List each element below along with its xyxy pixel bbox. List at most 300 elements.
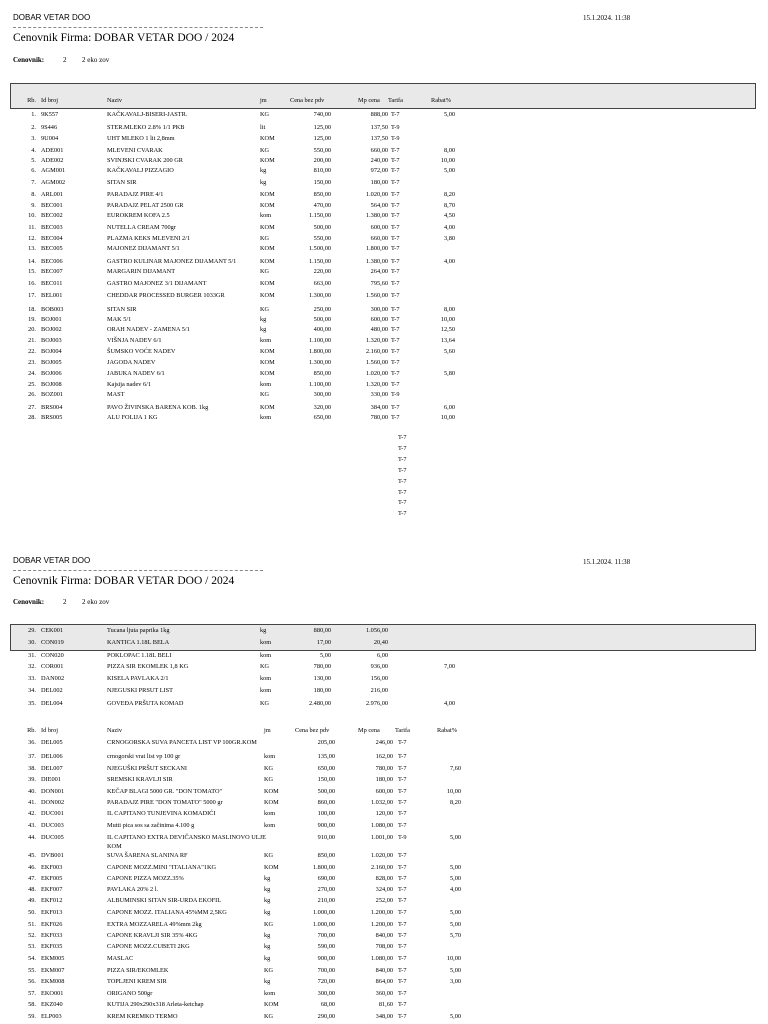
cell-id: BOJ008 bbox=[41, 381, 62, 388]
cell-rabat: 10,00 bbox=[446, 955, 461, 962]
cell-rb: 59. bbox=[28, 1013, 36, 1020]
cell-jm: kom bbox=[264, 810, 276, 817]
cell-tarifa: T-7 bbox=[398, 799, 407, 806]
cell-rabat: 7,60 bbox=[449, 765, 461, 772]
cell-cena: 700,00 bbox=[317, 967, 335, 974]
cell-id: AGM001 bbox=[41, 167, 66, 174]
cell-id: BEC002 bbox=[41, 212, 63, 219]
cell-naziv: PARADAJZ PELAT 2500 GR bbox=[107, 202, 184, 209]
cell-mp-cena: 1.560,00 bbox=[365, 292, 388, 299]
cell-id: BEC003 bbox=[41, 224, 63, 231]
cell-rb: 14. bbox=[28, 258, 36, 265]
company-name: DOBAR VETAR DOO bbox=[13, 556, 91, 565]
cell-naziv: KAČKAVALJ PIZZAGIO bbox=[107, 167, 174, 174]
header-naziv: Naziv bbox=[107, 97, 123, 104]
cell-naziv: NJEGUSKI PRSUT LIST bbox=[107, 687, 174, 694]
cell-tarifa: T-7 bbox=[391, 306, 400, 313]
cell-rabat: 4,00 bbox=[443, 224, 455, 231]
cell-naziv: EUROKREM KOFA 2.5 bbox=[107, 212, 170, 219]
cell-mp-cena: 1.200,00 bbox=[370, 921, 393, 928]
cell-tarifa: T-7 bbox=[391, 316, 400, 323]
cell-rb: 56. bbox=[28, 978, 36, 985]
cell-rabat: 13,64 bbox=[440, 337, 455, 344]
cell-rb: 24. bbox=[28, 370, 36, 377]
header-mp: Mp cena bbox=[358, 727, 380, 734]
cell-rb: 12. bbox=[28, 235, 36, 242]
cell-mp-cena: 330,00 bbox=[370, 391, 388, 398]
cell-id: EKF013 bbox=[41, 909, 63, 916]
header-jm: jm bbox=[260, 97, 267, 104]
cell-naziv: POKLOPAC 1.18L BELI bbox=[107, 652, 172, 659]
cell-tarifa: T-7 bbox=[398, 897, 407, 904]
cell-rb: 42. bbox=[28, 810, 36, 817]
cell-mp-cena: 600,00 bbox=[370, 316, 388, 323]
cenovnik-name: 2 eko zov bbox=[82, 56, 110, 64]
table-row bbox=[0, 978, 768, 986]
cell-cena: 1.100,00 bbox=[308, 381, 331, 388]
cell-mp-cena: 1.800,00 bbox=[365, 245, 388, 252]
cell-id: BOJ002 bbox=[41, 326, 62, 333]
cell-id: DEL002 bbox=[41, 687, 63, 694]
table-row bbox=[0, 788, 768, 796]
cell-id: BEC011 bbox=[41, 280, 63, 287]
cell-mp-cena: 348,00 bbox=[375, 1013, 393, 1020]
cell-rabat: 5,00 bbox=[449, 967, 461, 974]
cell-jm: kom bbox=[260, 381, 272, 388]
cell-cena: 780,00 bbox=[313, 663, 331, 670]
cell-naziv: TOPLJENI KREM SIR bbox=[107, 978, 167, 985]
cell-cena: 2.480,00 bbox=[308, 700, 331, 707]
cell-rb: 50. bbox=[28, 909, 36, 916]
cell-mp-cena: 384,00 bbox=[370, 404, 388, 411]
tarifa-cell: T-7 bbox=[398, 466, 407, 474]
cell-tarifa: T-7 bbox=[391, 359, 400, 366]
cell-naziv: GASTRO MAJONEZ 3/1 DIJAMANT bbox=[107, 280, 207, 287]
cell-naziv: GOVEĐA PRŠUTA KOMAD bbox=[107, 700, 184, 707]
cell-mp-cena: 1.320,00 bbox=[365, 337, 388, 344]
cell-tarifa: T-9 bbox=[398, 834, 407, 841]
cell-id: BOJ003 bbox=[41, 337, 62, 344]
cell-rabat: 5,00 bbox=[449, 864, 461, 871]
cell-id: BOB003 bbox=[41, 306, 64, 313]
cell-rb: 3. bbox=[31, 135, 36, 142]
cell-naziv: CAPONE MOZZ.MINI "ITALIANA"1KG bbox=[107, 864, 217, 871]
cell-id: BOJ004 bbox=[41, 348, 62, 355]
cell-jm: KOM bbox=[260, 370, 275, 377]
table-row bbox=[0, 381, 768, 389]
cell-rabat: 5,70 bbox=[449, 932, 461, 939]
cell-naziv: SREMSKI KRAVLJI SIR bbox=[107, 776, 173, 783]
cell-naziv: MASLAC bbox=[107, 955, 134, 962]
cell-jm: KOM bbox=[260, 292, 275, 299]
cell-cena: 900,00 bbox=[317, 955, 335, 962]
cell-cena: 880,00 bbox=[313, 627, 331, 634]
cell-jm: KOM bbox=[260, 135, 275, 142]
cell-id: DUC001 bbox=[41, 810, 64, 817]
table-row bbox=[0, 1013, 768, 1021]
header-id: Id broj bbox=[41, 97, 58, 104]
cell-jm: KG bbox=[260, 306, 270, 313]
cell-id: DUC005 bbox=[41, 834, 64, 841]
cell-rb: 57. bbox=[28, 990, 36, 997]
cell-jm: kom bbox=[264, 753, 276, 760]
table-row bbox=[0, 391, 768, 399]
cell-id: EKZ040 bbox=[41, 1001, 63, 1008]
cell-cena: 125,00 bbox=[313, 124, 331, 131]
cell-cena: 125,00 bbox=[313, 135, 331, 142]
cell-cena: 130,00 bbox=[313, 675, 331, 682]
cell-mp-cena: 180,00 bbox=[375, 776, 393, 783]
cell-naziv: KUTIJA 290x290x318 Arleta-ketchap bbox=[107, 1001, 204, 1008]
cell-id: EKF026 bbox=[41, 921, 63, 928]
cell-cena: 1.100,00 bbox=[308, 337, 331, 344]
cell-rb: 51. bbox=[28, 921, 36, 928]
cell-tarifa: T-7 bbox=[398, 739, 407, 746]
cell-tarifa: T-7 bbox=[391, 202, 400, 209]
cell-naziv-continuation: KOM bbox=[107, 843, 122, 850]
table-row bbox=[0, 147, 768, 155]
cell-jm: kg bbox=[260, 167, 267, 174]
table-row bbox=[0, 359, 768, 367]
table-row bbox=[0, 235, 768, 243]
cell-jm: kg bbox=[264, 955, 271, 962]
cell-tarifa: T-7 bbox=[391, 381, 400, 388]
header-rb: Rb. bbox=[27, 97, 36, 104]
header-id: Id broj bbox=[41, 727, 58, 734]
cell-rb: 35. bbox=[28, 700, 36, 707]
cell-rb: 13. bbox=[28, 245, 36, 252]
cell-cena: 500,00 bbox=[313, 224, 331, 231]
cell-jm: KG bbox=[264, 1013, 274, 1020]
table-row bbox=[0, 124, 768, 132]
cell-naziv: PLAZMA KEKS MLEVENI 2/1 bbox=[107, 235, 191, 242]
cell-cena: 300,00 bbox=[313, 391, 331, 398]
cell-tarifa: T-7 bbox=[391, 167, 400, 174]
cell-id: EKF007 bbox=[41, 886, 63, 893]
cell-tarifa: T-7 bbox=[398, 886, 407, 893]
cell-rb: 44. bbox=[28, 834, 36, 841]
cell-naziv: SVINJSKI CVARAK 200 GR bbox=[107, 157, 183, 164]
cell-naziv: MLEVENI CVARAK bbox=[107, 147, 163, 154]
cell-rb: 16. bbox=[28, 280, 36, 287]
cell-rb: 40. bbox=[28, 788, 36, 795]
cenovnik-name: 2 eko zov bbox=[82, 598, 110, 606]
cell-cena: 1.300,00 bbox=[308, 292, 331, 299]
cell-rb: 43. bbox=[28, 822, 36, 829]
cell-naziv: PIZZA SIR/EKOMLEK bbox=[107, 967, 169, 974]
cell-jm: KG bbox=[264, 776, 274, 783]
cell-naziv: KANTICA 1.18L BELA bbox=[107, 639, 170, 646]
cell-jm: KOM bbox=[260, 348, 275, 355]
cell-tarifa: T-7 bbox=[391, 348, 400, 355]
cell-mp-cena: 2.160,00 bbox=[365, 348, 388, 355]
cell-cena: 500,00 bbox=[313, 316, 331, 323]
cell-tarifa: T-7 bbox=[398, 1013, 407, 1020]
cell-rb: 34. bbox=[28, 687, 36, 694]
cell-cena: 100,00 bbox=[317, 810, 335, 817]
cell-jm: kom bbox=[260, 212, 272, 219]
cell-jm: KG bbox=[260, 268, 270, 275]
table-row bbox=[0, 675, 768, 683]
cell-jm: kom bbox=[264, 990, 276, 997]
cell-jm: kg bbox=[264, 886, 271, 893]
cell-tarifa: T-7 bbox=[391, 111, 400, 118]
cell-mp-cena: 1.056,00 bbox=[365, 627, 388, 634]
cell-id: BRS004 bbox=[41, 404, 63, 411]
cell-jm: kom bbox=[260, 687, 272, 694]
cell-jm: kg bbox=[264, 978, 271, 985]
cell-mp-cena: 180,00 bbox=[370, 179, 388, 186]
cell-tarifa: T-7 bbox=[391, 292, 400, 299]
cell-rb: 19. bbox=[28, 316, 36, 323]
cell-mp-cena: 162,00 bbox=[375, 753, 393, 760]
cell-tarifa: T-7 bbox=[398, 967, 407, 974]
cenovnik-label: Cenovnik: bbox=[13, 56, 45, 64]
cell-mp-cena: 1.380,00 bbox=[365, 212, 388, 219]
table-row bbox=[0, 348, 768, 356]
cell-rb: 47. bbox=[28, 875, 36, 882]
cell-tarifa: T-7 bbox=[391, 179, 400, 186]
cell-rabat: 4,50 bbox=[443, 212, 455, 219]
cell-rb: 10. bbox=[28, 212, 36, 219]
cell-jm: KOM bbox=[260, 280, 275, 287]
table-row bbox=[0, 414, 768, 422]
cell-mp-cena: 564,00 bbox=[370, 202, 388, 209]
cell-jm: kg bbox=[260, 627, 267, 634]
cell-jm: kg bbox=[264, 875, 271, 882]
cell-rabat: 3,80 bbox=[443, 235, 455, 242]
cell-cena: 500,00 bbox=[317, 788, 335, 795]
table-row bbox=[0, 822, 768, 830]
cell-naziv: SITAN SIR bbox=[107, 306, 137, 313]
cell-rb: 58. bbox=[28, 1001, 36, 1008]
cell-naziv: CAPONE MOZZ. ITALIANA 45%MM 2,5KG bbox=[107, 909, 227, 916]
cell-cena: 700,00 bbox=[317, 932, 335, 939]
cell-id: BEC004 bbox=[41, 235, 63, 242]
table-row bbox=[0, 967, 768, 975]
table-row bbox=[0, 212, 768, 220]
cenovnik-number: 2 bbox=[63, 598, 67, 606]
cell-cena: 720,00 bbox=[317, 978, 335, 985]
table-row bbox=[0, 1001, 768, 1009]
table-row bbox=[0, 663, 768, 671]
cell-mp-cena: 480,00 bbox=[370, 326, 388, 333]
cell-tarifa: T-7 bbox=[398, 852, 407, 859]
cell-rabat: 5,00 bbox=[449, 875, 461, 882]
cell-rb: 1. bbox=[31, 111, 36, 118]
cell-id: EKF035 bbox=[41, 943, 63, 950]
cell-rb: 52. bbox=[28, 932, 36, 939]
cell-id: ELP003 bbox=[41, 1013, 62, 1020]
cell-tarifa: T-9 bbox=[391, 391, 400, 398]
cell-naziv: CAPONE PIZZA MOZZ.35% bbox=[107, 875, 184, 882]
header-tarifa: Tarifa bbox=[388, 97, 403, 104]
cell-rabat: 5,80 bbox=[443, 370, 455, 377]
cell-tarifa: T-7 bbox=[391, 224, 400, 231]
cell-id: BEC007 bbox=[41, 268, 63, 275]
cell-rb: 31. bbox=[28, 652, 36, 659]
cell-tarifa: T-7 bbox=[398, 788, 407, 795]
cell-rabat: 8,70 bbox=[443, 202, 455, 209]
cell-id: ADE001 bbox=[41, 147, 64, 154]
cell-mp-cena: 324,00 bbox=[375, 886, 393, 893]
cell-naziv: IL CAPITANO TUNJEVINA KOMADIĆI bbox=[107, 810, 216, 817]
table-row bbox=[0, 864, 768, 872]
table-row bbox=[0, 135, 768, 143]
cell-naziv: CAPONE MOZZ.CUBETI 2KG bbox=[107, 943, 190, 950]
cell-naziv: NUTELLA CREAM 700gr bbox=[107, 224, 176, 231]
cell-naziv: JAGODA NADEV bbox=[107, 359, 156, 366]
cell-mp-cena: 81,60 bbox=[378, 1001, 393, 1008]
cell-tarifa: T-7 bbox=[391, 235, 400, 242]
cell-naziv: JABUKA NADEV 6/1 bbox=[107, 370, 165, 377]
cell-naziv: KAČKAVALJ-BISERI-JASTR. bbox=[107, 111, 188, 118]
cell-tarifa: T-9 bbox=[391, 124, 400, 131]
cell-rb: 32. bbox=[28, 663, 36, 670]
table-row bbox=[0, 897, 768, 905]
cell-rb: 26. bbox=[28, 391, 36, 398]
cell-mp-cena: 1.320,00 bbox=[365, 381, 388, 388]
cell-cena: 690,00 bbox=[317, 875, 335, 882]
table-row bbox=[0, 224, 768, 232]
table-row bbox=[0, 932, 768, 940]
cell-mp-cena: 1.001,00 bbox=[370, 834, 393, 841]
header-tarifa: Tarifa bbox=[395, 727, 410, 734]
cell-naziv: CHEDDAR PROCESSED BURGER 1033GR bbox=[107, 292, 225, 299]
cell-rabat: 8,20 bbox=[449, 799, 461, 806]
company-name: DOBAR VETAR DOO bbox=[13, 13, 91, 22]
table-header-box bbox=[10, 83, 756, 109]
cell-tarifa: T-7 bbox=[391, 414, 400, 421]
cell-cena: 150,00 bbox=[317, 776, 335, 783]
cell-jm: kg bbox=[260, 316, 267, 323]
table-row bbox=[0, 280, 768, 288]
cell-jm: kom bbox=[260, 414, 272, 421]
cell-cena: 68,00 bbox=[320, 1001, 335, 1008]
cenovnik-number: 2 bbox=[63, 56, 67, 64]
cell-naziv: KEČAP BLAGI 5000 GR. "DON TOMATO" bbox=[107, 788, 223, 795]
cell-rb: 55. bbox=[28, 967, 36, 974]
cell-jm: KOM bbox=[260, 359, 275, 366]
cell-jm: KOM bbox=[264, 788, 279, 795]
cell-mp-cena: 600,00 bbox=[370, 224, 388, 231]
cell-cena: 1.150,00 bbox=[308, 258, 331, 265]
cell-mp-cena: 1.032,00 bbox=[370, 799, 393, 806]
table-row bbox=[0, 316, 768, 324]
cell-cena: 900,00 bbox=[317, 822, 335, 829]
cell-jm: kg bbox=[260, 326, 267, 333]
cell-cena: 550,00 bbox=[313, 147, 331, 154]
cell-naziv: IL CAPITANO EXTRA DEVIČANSKO MASLINOVO ULJE bbox=[107, 834, 266, 841]
cell-naziv: GASTRO KULINAR MAJONEZ DIJAMANT 5/1 bbox=[107, 258, 237, 265]
cell-rb: 39. bbox=[28, 776, 36, 783]
cell-naziv: MAJONEZ DIJAMANT 5/1 bbox=[107, 245, 180, 252]
cell-jm: kg bbox=[264, 897, 271, 904]
table-row bbox=[0, 739, 768, 747]
tarifa-cell: T-7 bbox=[398, 488, 407, 496]
cell-rabat: 5,00 bbox=[449, 1013, 461, 1020]
cell-mp-cena: 360,00 bbox=[375, 990, 393, 997]
cell-cena: 650,00 bbox=[313, 414, 331, 421]
cell-naziv: PAVLAKA 20% 2 l. bbox=[107, 886, 159, 893]
cell-mp-cena: 600,00 bbox=[375, 788, 393, 795]
cell-jm: KOM bbox=[260, 191, 275, 198]
table-row bbox=[0, 909, 768, 917]
cell-mp-cena: 864,00 bbox=[375, 978, 393, 985]
cell-mp-cena: 1.200,00 bbox=[370, 909, 393, 916]
cell-cena: 320,00 bbox=[313, 404, 331, 411]
cell-id: 9K557 bbox=[41, 111, 59, 118]
cell-cena: 220,00 bbox=[313, 268, 331, 275]
tarifa-cell: T-7 bbox=[398, 510, 407, 518]
cell-jm: kg bbox=[264, 909, 271, 916]
cell-id: BRS005 bbox=[41, 414, 63, 421]
table-row bbox=[0, 306, 768, 314]
cell-jm: KOM bbox=[260, 202, 275, 209]
divider bbox=[13, 570, 263, 571]
table-row bbox=[0, 292, 768, 300]
cell-jm: KOM bbox=[260, 157, 275, 164]
table-row bbox=[0, 810, 768, 818]
cell-tarifa: T-7 bbox=[398, 765, 407, 772]
cell-naziv: Tucana ljuta paprika 1kg bbox=[107, 627, 170, 634]
cell-cena: 850,00 bbox=[313, 370, 331, 377]
cell-rabat: 5,00 bbox=[449, 834, 461, 841]
cell-cena: 210,00 bbox=[317, 897, 335, 904]
cell-rb: 33. bbox=[28, 675, 36, 682]
table-row bbox=[0, 652, 768, 660]
print-datetime: 15.1.2024. 11:38 bbox=[583, 558, 631, 566]
table-row bbox=[0, 245, 768, 253]
cell-jm: KOM bbox=[264, 1001, 279, 1008]
cell-mp-cena: 795,60 bbox=[370, 280, 388, 287]
cell-rb: 53. bbox=[28, 943, 36, 950]
cell-rabat: 12,50 bbox=[440, 326, 455, 333]
cell-tarifa: T-7 bbox=[391, 404, 400, 411]
cell-jm: KG bbox=[260, 235, 270, 242]
cell-mp-cena: 216,00 bbox=[370, 687, 388, 694]
cell-tarifa: T-7 bbox=[398, 978, 407, 985]
cell-mp-cena: 20,40 bbox=[373, 639, 388, 646]
table-row bbox=[0, 687, 768, 695]
table-row bbox=[0, 191, 768, 199]
cell-rabat: 8,00 bbox=[443, 147, 455, 154]
cell-tarifa: T-7 bbox=[398, 875, 407, 882]
cell-cena: 5,00 bbox=[319, 652, 331, 659]
cell-tarifa: T-7 bbox=[391, 147, 400, 154]
table-row bbox=[0, 765, 768, 773]
cell-rb: 41. bbox=[28, 799, 36, 806]
table-row bbox=[0, 179, 768, 187]
cell-rabat: 5,00 bbox=[449, 909, 461, 916]
cell-jm: kom bbox=[260, 337, 272, 344]
table-header bbox=[0, 727, 768, 735]
cell-id: DON001 bbox=[41, 788, 65, 795]
cell-mp-cena: 240,00 bbox=[370, 157, 388, 164]
cell-naziv: PARADAJZ PIRE 4/1 bbox=[107, 191, 164, 198]
print-datetime: 15.1.2024. 11:38 bbox=[583, 14, 631, 22]
cell-jm: KG bbox=[264, 852, 274, 859]
cell-naziv: ALBUMINSKI SITAN SIR-URDA EKOFIL bbox=[107, 897, 222, 904]
cell-id: DUC003 bbox=[41, 822, 64, 829]
cell-cena: 270,00 bbox=[317, 886, 335, 893]
cell-mp-cena: 936,00 bbox=[370, 663, 388, 670]
cell-tarifa: T-7 bbox=[398, 943, 407, 950]
header-naziv: Naziv bbox=[107, 727, 123, 734]
cell-mp-cena: 1.020,00 bbox=[370, 852, 393, 859]
cell-rb: 5. bbox=[31, 157, 36, 164]
cell-rb: 15. bbox=[28, 268, 36, 275]
